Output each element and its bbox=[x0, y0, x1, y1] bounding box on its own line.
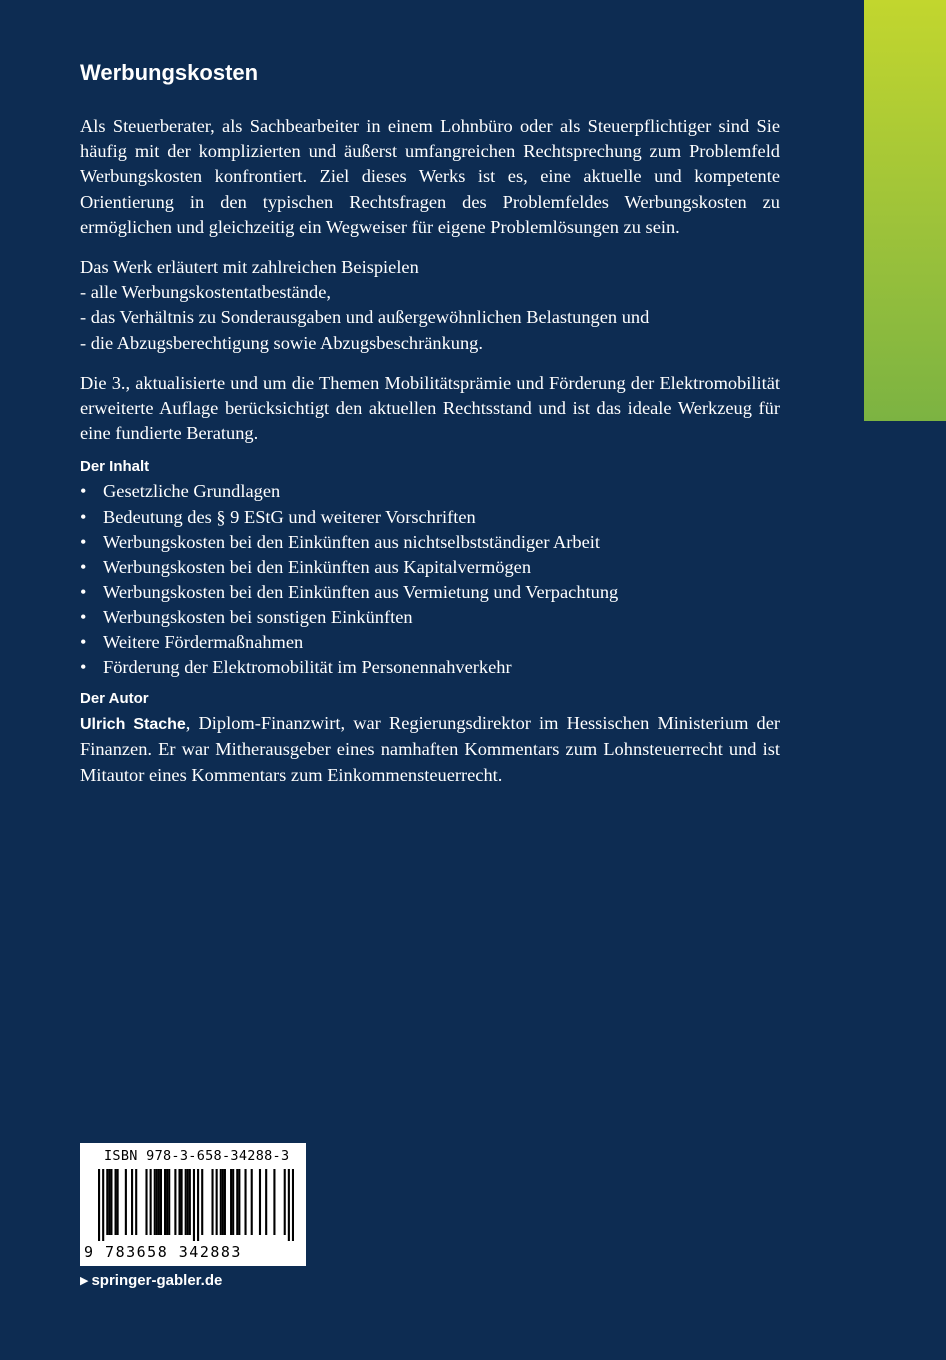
barcode-bar bbox=[224, 1169, 226, 1235]
barcode-bar bbox=[193, 1169, 195, 1241]
list-item: • Bedeutung des § 9 EStG und weiterer Vorschriften bbox=[80, 505, 780, 530]
barcode-bar bbox=[98, 1169, 100, 1241]
list-item: • Gesetzliche Grundlagen bbox=[80, 479, 780, 504]
barcode-bar bbox=[288, 1169, 290, 1241]
barcode-bar bbox=[230, 1169, 232, 1235]
barcode-bar bbox=[108, 1169, 110, 1235]
barcode-bar bbox=[244, 1169, 246, 1235]
accent-color-bar bbox=[864, 0, 946, 421]
barcode-bar bbox=[110, 1169, 112, 1235]
publisher-website[interactable] bbox=[80, 1272, 222, 1289]
barcode-bar bbox=[232, 1169, 234, 1235]
bullet-icon: • bbox=[80, 657, 87, 678]
barcode-bar bbox=[201, 1169, 203, 1235]
barcode-bar bbox=[220, 1169, 222, 1235]
website-label: springer-gabler.de bbox=[91, 1272, 223, 1289]
barcode-bar bbox=[178, 1169, 180, 1235]
list-item: • Förderung der Elektromobilität im Personennahverkehr bbox=[80, 655, 780, 680]
barcode-bar bbox=[168, 1169, 170, 1235]
author-name: Ulrich Stache bbox=[80, 716, 186, 734]
list-item: • Werbungskosten bei sonstigen Einkünften bbox=[80, 605, 780, 630]
barcode-bar bbox=[117, 1169, 119, 1235]
barcode-bar bbox=[135, 1169, 137, 1235]
barcode-bar bbox=[236, 1169, 238, 1235]
explain-lead: Das Werk erläutert mit zahlreichen Beispielen bbox=[80, 257, 419, 278]
barcode-bar bbox=[181, 1169, 183, 1235]
barcode-bar bbox=[222, 1169, 224, 1235]
list-item: • Werbungskosten bei den Einkünften aus Kapitalvermögen bbox=[80, 555, 780, 580]
barcode-bar bbox=[154, 1169, 156, 1235]
back-cover-text bbox=[80, 60, 780, 803]
ean-digits: 9 783658 342883 bbox=[84, 1243, 242, 1261]
barcode-bar bbox=[150, 1169, 152, 1235]
barcode-bar bbox=[216, 1169, 218, 1235]
barcode-bar bbox=[284, 1169, 286, 1235]
explain-item: - alle Werbungskostentatbestände, bbox=[80, 282, 331, 303]
explain-block bbox=[80, 255, 780, 356]
contents-heading: Der Inhalt bbox=[80, 458, 150, 476]
isbn-barcode bbox=[80, 1143, 306, 1266]
bullet-icon: • bbox=[80, 606, 87, 627]
list-item: • Werbungskosten bei den Einkünften aus Vermietung und Verpachtung bbox=[80, 580, 780, 605]
barcode-bar bbox=[187, 1169, 189, 1235]
author-paragraph bbox=[80, 711, 780, 788]
bullet-icon: • bbox=[80, 531, 87, 552]
barcode-bar bbox=[292, 1169, 294, 1241]
barcode-bars bbox=[98, 1169, 294, 1241]
barcode-bar bbox=[158, 1169, 160, 1235]
isbn-number: ISBN 978-3-658-34288-3 bbox=[104, 1148, 290, 1164]
barcode-bar bbox=[160, 1169, 162, 1235]
bullet-icon: • bbox=[80, 481, 87, 502]
barcode-bar bbox=[145, 1169, 147, 1235]
barcode-bar bbox=[251, 1169, 253, 1235]
barcode-bar bbox=[273, 1169, 275, 1235]
bullet-icon: • bbox=[80, 506, 87, 527]
barcode-bar bbox=[156, 1169, 158, 1235]
barcode-bar bbox=[106, 1169, 108, 1235]
barcode-bar bbox=[185, 1169, 187, 1235]
barcode-bar bbox=[115, 1169, 117, 1235]
barcode-bar bbox=[164, 1169, 166, 1235]
barcode-bar bbox=[238, 1169, 240, 1235]
barcode-bar bbox=[102, 1169, 104, 1241]
barcode-bar bbox=[265, 1169, 267, 1235]
author-bio: , Diplom-Finanzwirt, war Regierungsdirektor im Hessischen Ministerium der Finanzen. Er war Mitherausgeber eines namhaften Kommentars zum Lohnsteuerrecht und ist Mitautor eines Kommentars zum Einkommensteuerrecht. bbox=[80, 713, 780, 785]
barcode-bar bbox=[174, 1169, 176, 1235]
list-item: • Weitere Fördermaßnahmen bbox=[80, 630, 780, 655]
bullet-icon: • bbox=[80, 632, 87, 652]
bullet-icon: • bbox=[80, 581, 87, 602]
barcode-bar bbox=[166, 1169, 168, 1235]
contents-list bbox=[80, 479, 780, 680]
barcode-bar bbox=[211, 1169, 213, 1235]
book-title: Werbungskosten bbox=[80, 60, 259, 85]
play-arrow-icon: ▶ bbox=[80, 1275, 89, 1287]
explain-item: - das Verhältnis zu Sonderausgaben und außergewöhnlichen Belastungen und bbox=[80, 307, 650, 328]
intro-paragraph: Als Steuerberater, als Sachbearbeiter in einem Lohnbüro oder als Steuerpflichtiger sind Sie häufig mit der komplizierten und äußerst umfangreichen Rechtsprechung zum Problemfeld Werbungskosten konfrontiert. Ziel dieses Werks ist es, eine aktuelle und kompetente Orientierung in den typischen Rechtsfragen des Problemfeldes Werbungskosten zu ermöglichen und gleichzeitig ein Wegweiser für eigene Problemlösungen zu sein. bbox=[80, 116, 780, 237]
barcode-bar bbox=[259, 1169, 261, 1235]
barcode-bar bbox=[125, 1169, 127, 1235]
barcode-bar bbox=[197, 1169, 199, 1241]
bullet-icon: • bbox=[80, 556, 87, 577]
list-item: • Werbungskosten bei den Einkünften aus nichtselbstständiger Arbeit bbox=[80, 530, 780, 555]
explain-item: - die Abzugsberechtigung sowie Abzugsbeschränkung. bbox=[80, 332, 483, 353]
edition-paragraph: Die 3., aktualisierte und um die Themen Mobilitätsprämie und Förderung der Elektromobilität erweiterte Auflage berücksichtigt den aktuellen Rechtsstand und ist das ideale Werkzeug für eine fundierte Beratung. bbox=[80, 372, 780, 444]
barcode-bar bbox=[131, 1169, 133, 1235]
author-heading: Der Autor bbox=[80, 690, 149, 708]
barcode-bar bbox=[189, 1169, 191, 1235]
